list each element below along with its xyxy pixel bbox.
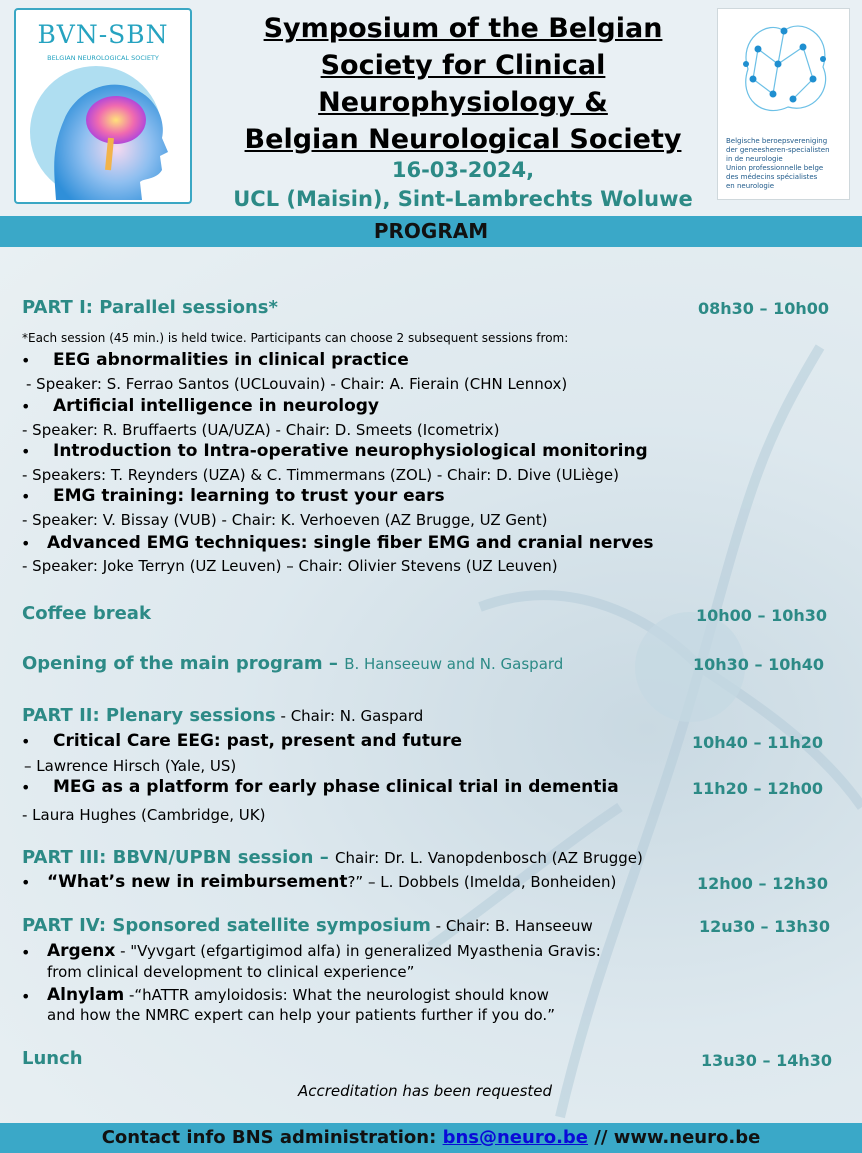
lunch-title: Lunch [22, 1048, 83, 1069]
session-detail: - Speaker: Joke Terryn (UZ Leuven) – Chair: Olivier Stevens (UZ Leuven) [22, 557, 558, 575]
coffee-break-title: Coffee break [22, 603, 151, 624]
part1-title: PART I: Parallel sessions* [22, 297, 278, 318]
accreditation-note: Accreditation has been requested [298, 1082, 553, 1100]
footer-contact [0, 1123, 862, 1153]
title-line: Society for Clinical [320, 50, 606, 81]
session-title: Introduction to Intra-operative neurophysiological monitoring [53, 441, 648, 461]
bullet-icon: • [21, 987, 31, 1006]
session-detail: - Laura Hughes (Cambridge, UK) [22, 806, 266, 824]
session-detail: – Lawrence Hirsch (Yale, US) [24, 757, 237, 775]
logo-right-line: Union professionnelle belge [726, 164, 824, 172]
logo-right-line: des médecins spécialistes [726, 173, 818, 181]
sponsor-name: Argenx [47, 941, 116, 961]
event-location: UCL (Maisin), Sint-Lambrechts Woluwe [233, 187, 693, 211]
lunch-time: 13u30 – 14h30 [701, 1051, 832, 1070]
footer-prefix: Contact info BNS administration: [101, 1127, 443, 1148]
session-detail: - Speaker: V. Bissay (VUB) - Chair: K. Verhoeven (AZ Brugge, UZ Gent) [22, 511, 548, 529]
brain-network-icon [718, 9, 850, 134]
logo-left-subtitle: BELGIAN NEUROLOGICAL SOCIETY [47, 54, 159, 62]
part3-session-title: “What’s new in reimbursement [47, 872, 348, 892]
session-detail: - Speaker: S. Ferrao Santos (UCLouvain) - Chair: A. Fierain (CHN Lennox) [26, 375, 568, 393]
session-title: Advanced EMG techniques: single fiber EMG and cranial nerves [47, 533, 654, 553]
session-time: 11h20 – 12h00 [692, 779, 823, 798]
part3-session-detail: ?” – L. Dobbels (Imelda, Bonheiden) [347, 873, 617, 891]
opening-speakers: B. Hanseeuw and N. Gaspard [344, 655, 564, 673]
sponsor-item [47, 985, 549, 1005]
part1-note: *Each session (45 min.) is held twice. Participants can choose 2 subsequent sessions from: [22, 331, 569, 345]
bullet-icon: • [21, 442, 31, 461]
part4-chair: - Chair: B. Hanseeuw [430, 917, 593, 935]
part2-chair: - Chair: N. Gaspard [275, 707, 424, 725]
session-title: Artificial intelligence in neurology [53, 396, 380, 416]
logo-left-title: BVN-SBN [37, 20, 169, 49]
sponsor-line: -“hATTR amyloidosis: What the neurologist should know [124, 986, 549, 1004]
sponsor-name: Alnylam [47, 985, 125, 1005]
session-title: MEG as a platform for early phase clinical trial in dementia [53, 777, 619, 797]
part4-title-text: PART IV: Sponsored satellite symposium [22, 915, 431, 936]
logo-right-line: en neurologie [726, 182, 775, 190]
sponsor-line: from clinical development to clinical experience” [47, 963, 415, 981]
session-title: EEG abnormalities in clinical practice [53, 350, 409, 370]
bullet-icon: • [21, 943, 31, 962]
contact-email-link[interactable]: bns@neuro.be [442, 1127, 589, 1148]
bvn-sbn-logo [14, 8, 192, 204]
sponsor-line: and how the NMRC expert can help your patients further if you do.” [47, 1006, 555, 1024]
event-date-location [218, 156, 708, 214]
logo-right-line: Belgische beroepsvereniging [726, 137, 828, 145]
session-detail: - Speakers: T. Reynders (UZA) & C. Timmermans (ZOL) - Chair: D. Dive (ULiège) [22, 466, 619, 484]
part4-time: 12u30 – 13h30 [699, 917, 830, 936]
title-line: Neurophysiology & [318, 87, 608, 118]
coffee-break-time: 10h00 – 10h30 [696, 606, 827, 625]
bullet-icon: • [21, 778, 31, 797]
bullet-icon: • [21, 873, 31, 892]
part3-session [47, 872, 616, 892]
part3-title [22, 847, 643, 868]
bullet-icon: • [21, 534, 31, 553]
bullet-icon: • [21, 732, 31, 751]
logo-right-text [726, 137, 846, 191]
opening-title [22, 653, 563, 674]
session-time: 10h40 – 11h20 [692, 733, 823, 752]
event-date: 16-03-2024, [391, 158, 535, 182]
session-detail: - Speaker: R. Bruffaerts (UA/UZA) - Chair: D. Smeets (Icometrix) [22, 421, 500, 439]
page-title [218, 10, 708, 158]
head-brain-icon [16, 10, 192, 204]
part1-time: 08h30 – 10h00 [698, 299, 829, 318]
part4-title [22, 915, 593, 936]
part3-chair: Chair: Dr. L. Vanopdenbosch (AZ Brugge) [335, 849, 643, 867]
header [0, 0, 862, 216]
part2-title [22, 705, 423, 726]
session-title: Critical Care EEG: past, present and future [53, 731, 463, 751]
opening-title-text: Opening of the main program – [22, 653, 345, 674]
bullet-icon: • [21, 487, 31, 506]
part3-time: 12h00 – 12h30 [697, 874, 828, 893]
title-line: Belgian Neurological Society [244, 124, 682, 155]
sponsor-line: - "Vyvgart (efgartigimod alfa) in generalized Myasthenia Gravis: [115, 942, 601, 960]
part3-title-text: PART III: BBVN/UPBN session – [22, 847, 335, 868]
bullet-icon: • [21, 397, 31, 416]
logo-right-line: in de neurologie [726, 155, 783, 163]
session-title: EMG training: learning to trust your ears [53, 486, 445, 506]
logo-right-line: der geneesheren-specialisten [726, 146, 830, 154]
bullet-icon: • [21, 351, 31, 370]
program-banner: PROGRAM [0, 216, 862, 247]
part2-title-text: PART II: Plenary sessions [22, 705, 276, 726]
opening-time: 10h30 – 10h40 [693, 655, 824, 674]
title-line: Symposium of the Belgian [263, 13, 663, 44]
footer-suffix: // www.neuro.be [588, 1127, 761, 1148]
professional-union-logo [717, 8, 850, 200]
sponsor-item [47, 941, 601, 961]
